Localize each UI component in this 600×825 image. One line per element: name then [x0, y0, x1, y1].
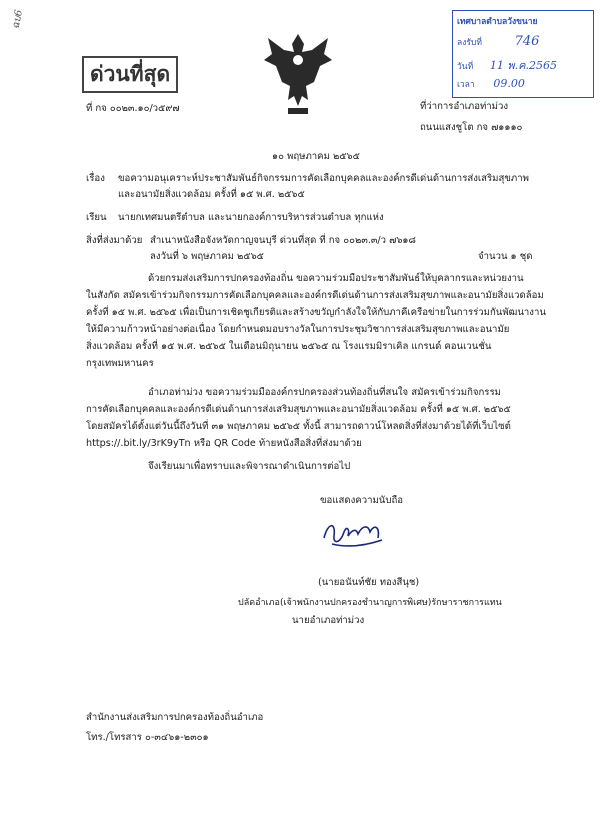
signer-name: (นายอนันท์ชัย ทองสีนุช) — [318, 577, 420, 588]
subject-label: เรื่อง — [86, 173, 105, 184]
stamp-receive-row — [457, 34, 539, 49]
paragraph-line: โดยสมัครได้ตั้งแต่วันนี้ถึงวันที่ ๓๑ พฤษภาคม ๒๕๖๕ ทั้งนี้ สามารถดาวน์โหลดสิ่งที่ส่งมาด้วยได้ที่เว็บไซต์ — [86, 421, 511, 432]
margin-note: ฉบ6 — [10, 8, 25, 31]
signer-title-2: นายอำเภอท่าม่วง — [292, 615, 365, 626]
closing-line: จึงเรียนมาเพื่อทราบและพิจารณาดำเนินการต่อไป — [148, 461, 351, 472]
stamp-receive-label: ลงรับที่ — [457, 38, 482, 48]
garuda-emblem-icon — [262, 30, 334, 120]
to-label: เรียน — [86, 212, 107, 223]
enclosure-line-1: สำเนาหนังสือจังหวัดกาญจนบุรี ด่วนที่สุด ที่ กจ ๐๐๒๓.๓/ว ๗๖๑๘ — [150, 235, 416, 246]
stamp-date-label: วันที่ — [457, 62, 474, 72]
paragraph-line: สิ่งแวดล้อม ครั้งที่ ๑๕ พ.ศ. ๒๕๖๕ ในเดือนมิถุนายน ๒๕๖๕ ณ โรงแรมมิราเคิล แกรนด์ คอนเวนชั่น — [86, 341, 492, 352]
urgent-label: ด่วนที่สุด — [82, 56, 178, 93]
stamp-time-label: เวลา — [457, 80, 475, 90]
footer-office: สำนักงานส่งเสริมการปกครองท้องถิ่นอำเภอ — [86, 712, 264, 723]
document-number: ที่ กจ ๐๐๒๓.๑๐/ว๕๙๗ — [86, 103, 180, 114]
enclosure-label: สิ่งที่ส่งมาด้วย — [86, 235, 143, 246]
paragraph-line: https://.bit.ly/3rK9yTn หรือ QR Code ท้ายหนังสือสิ่งที่ส่งมาด้วย — [86, 438, 362, 449]
paragraph-line: ครั้งที่ ๑๕ พ.ศ. ๒๕๖๕ เพื่อเป็นการเชิดชูเกียรติและสร้างขวัญกำลังใจให้กับภาคีเครือข่ายในการร่วมกันพัฒนางาน — [86, 307, 546, 318]
receipt-stamp — [452, 10, 594, 98]
paragraph-line: ในสังกัด สมัครเข้าร่วมกิจกรรมการคัดเลือกบุคคลและองค์กรดีเด่นด้านการส่งเสริมสุขภาพและอนามัยสิ่งแวดล้อม — [86, 290, 544, 301]
sender-road: ถนนแสงชูโต กจ ๗๑๑๑๐ — [420, 122, 523, 133]
stamp-org: เทศบาลตำบลวังขนาย — [457, 17, 538, 27]
paragraph-line: อำเภอท่าม่วง ขอความร่วมมือองค์กรปกครองส่วนท้องถิ่นที่สนใจ สมัครเข้าร่วมกิจกรรม — [148, 387, 501, 398]
stamp-date-value: 11 พ.ค.2565 — [489, 59, 557, 72]
enclosure-line-2: ลงวันที่ ๖ พฤษภาคม ๒๕๖๕ — [150, 251, 264, 262]
footer-phone: โทร./โทรสาร ๐-๓๔๖๑-๒๓๐๑ — [86, 732, 209, 743]
paragraph-line: กรุงเทพมหานคร — [86, 358, 154, 369]
stamp-time-value: 09.00 — [493, 77, 525, 90]
paragraph-line: ให้มีความก้าวหน้าอย่างต่อเนื่อง โดยกำหนดมอบรางวัลในการประชุมวิชาการส่งเสริมสุขภาพและอนามัย — [86, 324, 510, 335]
to-text: นายกเทศมนตรีตำบล และนายกองค์การบริหารส่วนตำบล ทุกแห่ง — [118, 212, 384, 223]
sender-office: ที่ว่าการอำเภอท่าม่วง — [420, 101, 509, 112]
paragraph-line: การคัดเลือกบุคคลและองค์กรดีเด่นด้านการส่งเสริมสุขภาพและอนามัยสิ่งแวดล้อม ครั้งที่ ๑๕ พ.ศ. ๒๕๖๕ — [86, 404, 511, 415]
enclosure-quantity: จำนวน ๑ ชุด — [478, 251, 533, 262]
letter-date: ๑๐ พฤษภาคม ๒๕๖๕ — [272, 151, 360, 162]
signer-title-1: ปลัดอำเภอ(เจ้าพนักงานปกครองชำนาญการพิเศษ)รักษาราชการแทน — [238, 598, 502, 608]
paragraph-line: ด้วยกรมส่งเสริมการปกครองท้องถิ่น ขอความร่วมมือประชาสัมพันธ์ให้บุคลากรและหน่วยงาน — [148, 273, 524, 284]
stamp-date-row — [457, 56, 557, 74]
regards: ขอแสดงความนับถือ — [320, 495, 404, 506]
stamp-receive-value: 746 — [514, 34, 540, 49]
subject-line-2: และอนามัยสิ่งแวดล้อม ครั้งที่ ๑๕ พ.ศ. ๒๕๖๕ — [118, 189, 305, 200]
subject-line-1: ขอความอนุเคราะห์ประชาสัมพันธ์กิจกรรมการคัดเลือกบุคคลและองค์กรดีเด่นด้านการส่งเสริมสุขภาพ — [118, 173, 529, 184]
signature-icon — [318, 514, 388, 554]
stamp-time-row — [457, 77, 525, 91]
